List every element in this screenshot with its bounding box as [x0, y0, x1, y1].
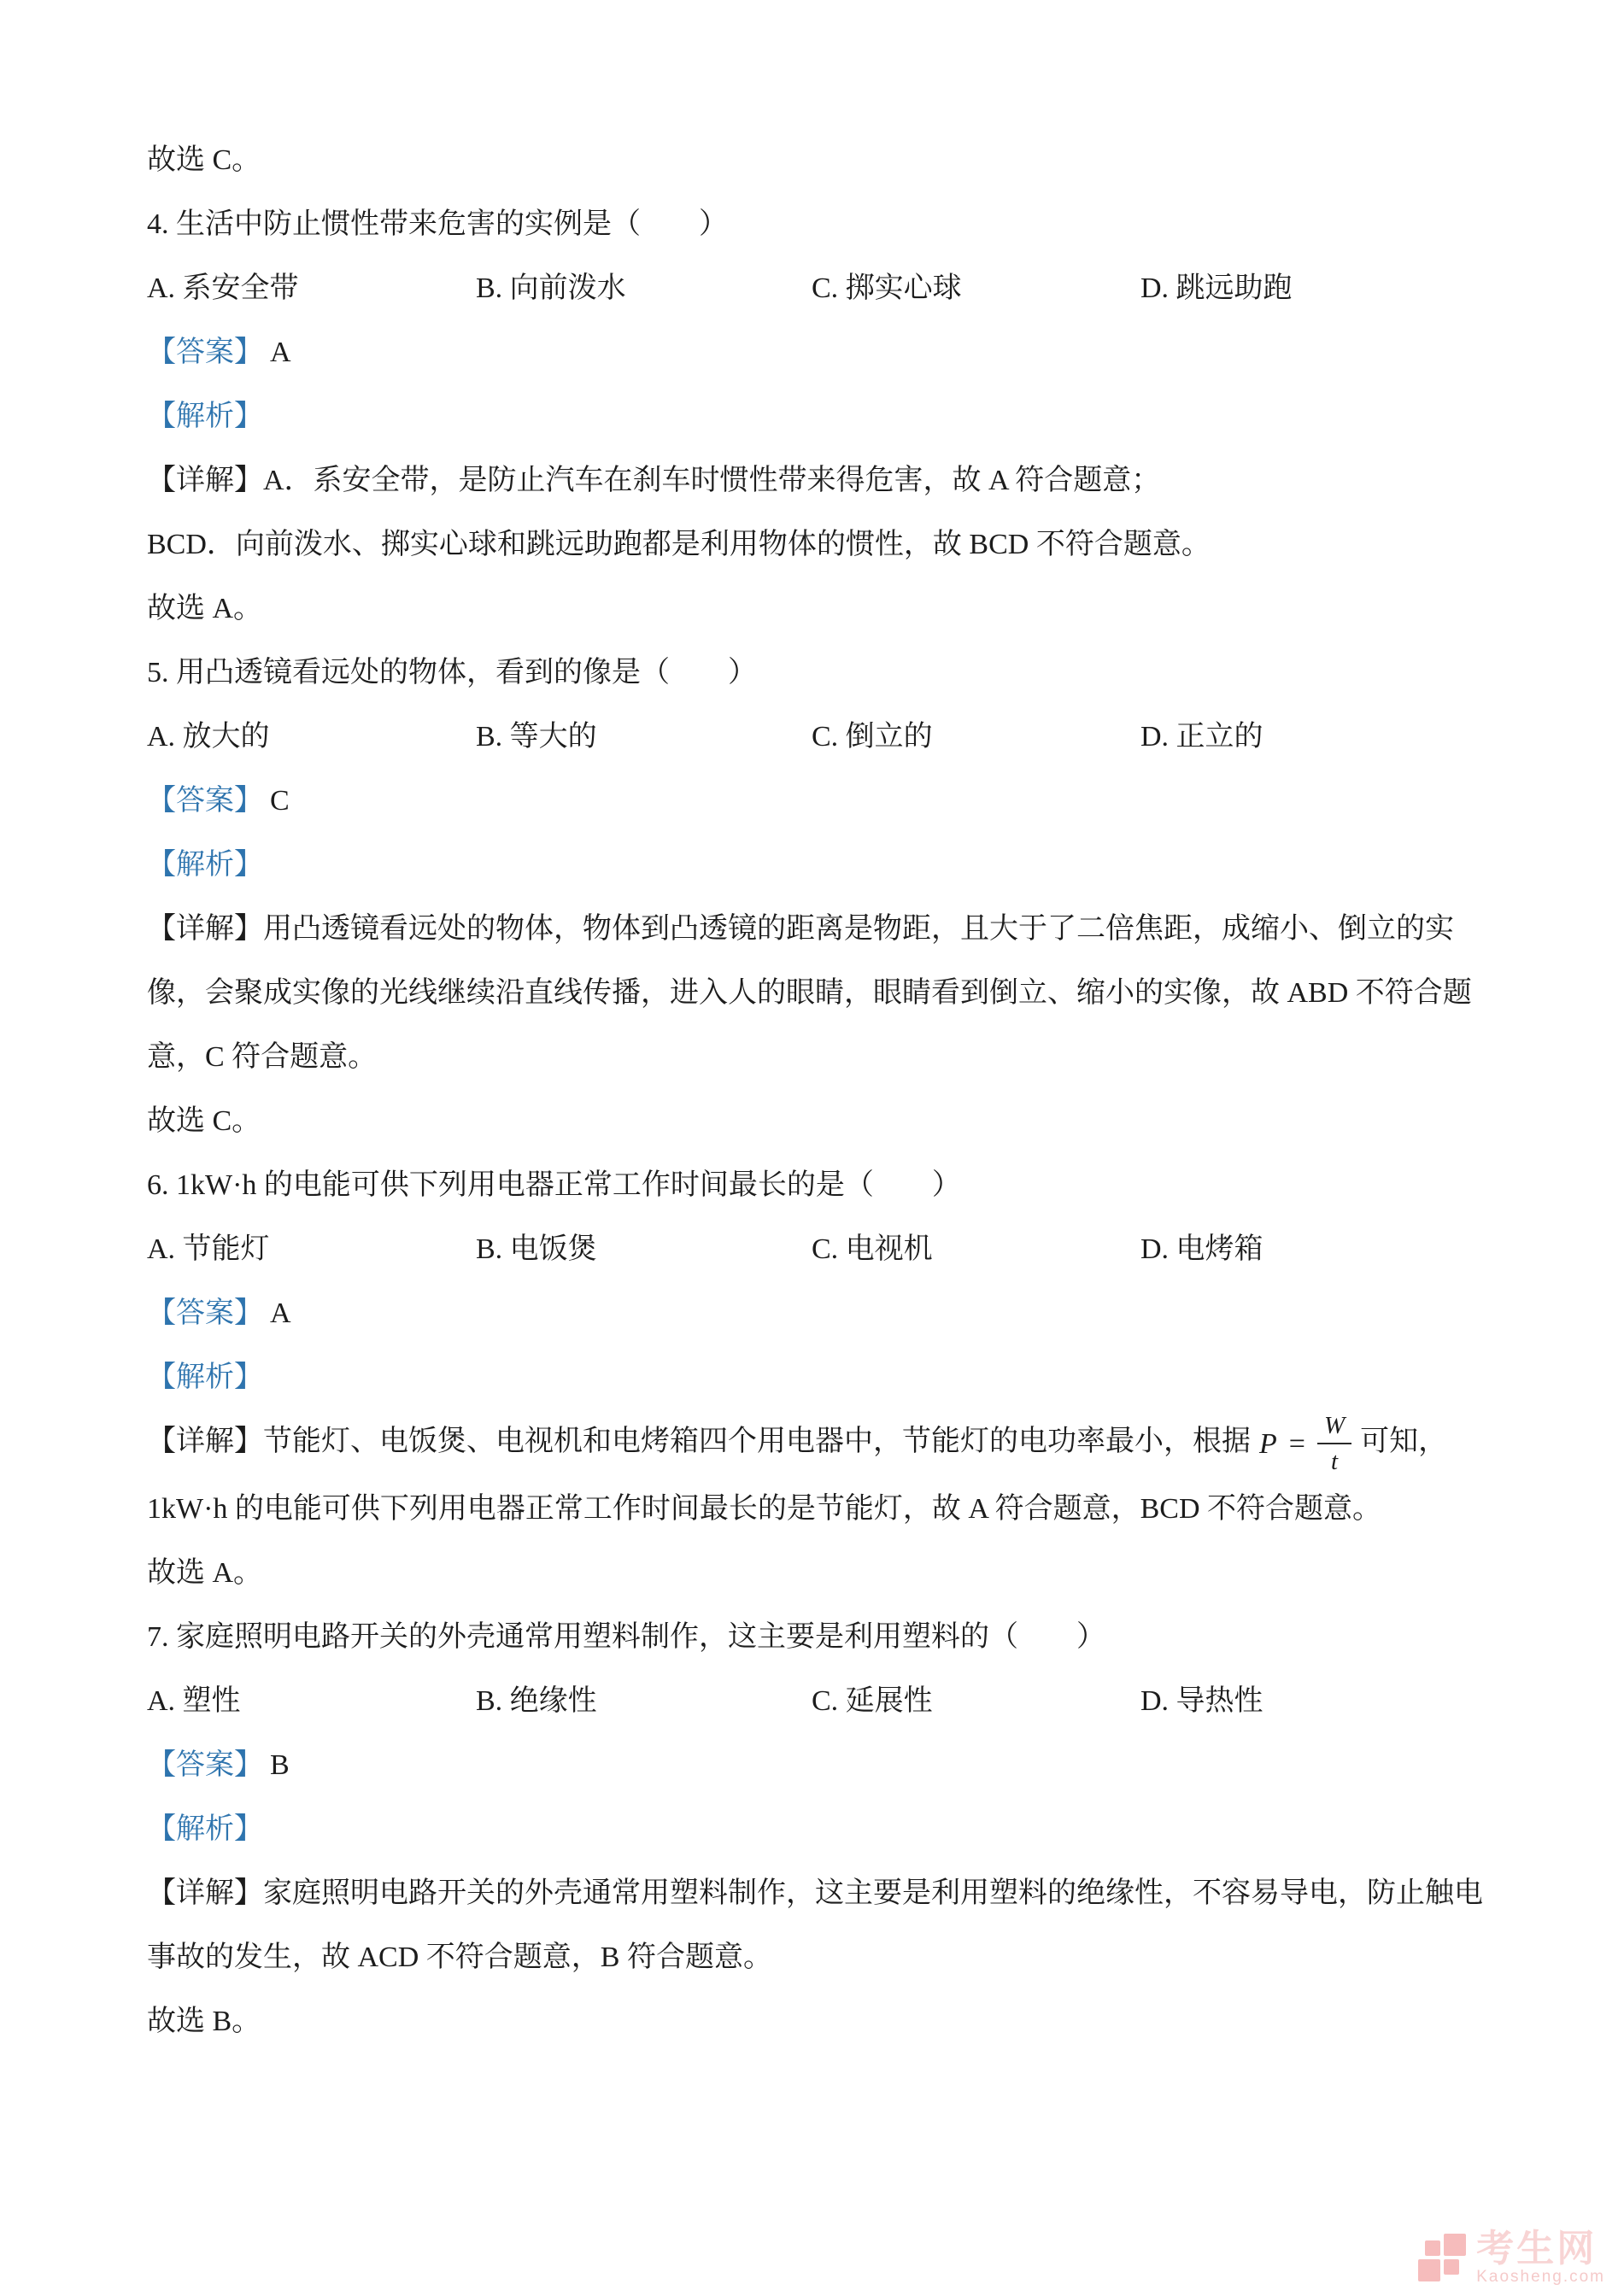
detail-line: 事故的发生，故 ACD 不符合题意，B 符合题意。: [147, 1942, 772, 1974]
answer-line: [147, 1733, 1480, 1797]
options-row: [147, 705, 1480, 769]
option-b: B. 绝缘性: [476, 1685, 597, 1718]
answer-line: [147, 320, 1480, 384]
option-d: D. 正立的: [1140, 721, 1263, 753]
answer-line: [147, 1281, 1480, 1345]
option-b: B. 电饭煲: [476, 1233, 597, 1265]
detail-line: 意，C 符合题意。: [147, 1041, 378, 1073]
question-stem: 5. 用凸透镜看远处的物体，看到的像是（ ）: [147, 657, 757, 688]
option-c: C. 电视机: [812, 1233, 933, 1265]
option-b: B. 等大的: [476, 721, 597, 753]
answer-line: [147, 769, 1480, 833]
answer-label: 【答案】: [147, 785, 263, 817]
formula-lhs: P: [1259, 1427, 1277, 1460]
equals-sign: =: [1288, 1427, 1305, 1460]
option-a: A. 节能灯: [147, 1233, 270, 1265]
option-a: A. 放大的: [147, 721, 270, 753]
site-watermark: [1418, 2229, 1605, 2286]
watermark-domain: Kaosheng.com: [1476, 2268, 1605, 2287]
power-formula: [1259, 1410, 1351, 1478]
question-stem: 4. 生活中防止惯性带来危害的实例是（ ）: [147, 208, 728, 240]
analysis-label: 【解析】: [147, 849, 263, 881]
question-block-6: [147, 1153, 1480, 1605]
exam-document: [147, 128, 1483, 2053]
conclusion-line: 故选 B。: [147, 2006, 261, 2038]
answer-value: C: [270, 785, 290, 817]
option-c: C. 倒立的: [812, 721, 933, 753]
answer-label: 【答案】: [147, 1297, 263, 1329]
question-stem: 6. 1kW·h 的电能可供下列用电器正常工作时间最长的是（ ）: [147, 1169, 961, 1201]
options-row: [147, 1217, 1480, 1281]
analysis-label: 【解析】: [147, 1362, 263, 1393]
analysis-label: 【解析】: [147, 401, 263, 432]
question-block-5: [147, 641, 1480, 1153]
option-b: B. 向前泼水: [476, 272, 626, 304]
conclusion-line: 故选 A。: [147, 593, 263, 624]
options-row: [147, 256, 1480, 320]
detail-line: 1kW·h 的电能可供下列用电器正常工作时间最长的是节能灯，故 A 符合题意，BCD 不符合题意。: [147, 1493, 1381, 1526]
analysis-line: [147, 1797, 1480, 1861]
fraction: [1317, 1410, 1351, 1478]
detail-line: BCD．向前泼水、掷实心球和跳远助跑都是利用物体的惯性，故 BCD 不符合题意。: [147, 529, 1211, 560]
detail-line: 【详解】A．系安全带，是防止汽车在刹车时惯性带来得危害，故 A 符合题意；: [147, 465, 1161, 496]
fraction-denominator: t: [1331, 1448, 1339, 1476]
options-row: [147, 1669, 1480, 1733]
conclusion-line: 故选 C。: [147, 1105, 261, 1137]
analysis-label: 【解析】: [147, 1813, 263, 1846]
watermark-brand: 考生网: [1476, 2227, 1598, 2270]
detail-text-after-formula: 可知，: [1360, 1426, 1448, 1457]
detail-line: 【详解】用凸透镜看远处的物体，物体到凸透镜的距离是物距，且大于了二倍焦距，成缩小、倒立的实: [147, 913, 1454, 945]
analysis-line: [147, 833, 1480, 897]
question-block-7: [147, 1605, 1483, 2053]
option-d: D. 跳远助跑: [1140, 272, 1293, 304]
option-c: C. 延展性: [812, 1685, 933, 1718]
detail-text-before-formula: 【详解】节能灯、电饭煲、电视机和电烤箱四个用电器中，节能灯的电功率最小，根据: [147, 1426, 1251, 1457]
answer-label: 【答案】: [147, 1749, 263, 1782]
question-stem: 7. 家庭照明电路开关的外壳通常用塑料制作，这主要是利用塑料的（ ）: [147, 1621, 1105, 1654]
answer-label: 【答案】: [147, 337, 263, 368]
kaosheng-logo-icon: [1418, 2234, 1466, 2281]
conclusion-line: 故选 A。: [147, 1557, 263, 1590]
option-d: D. 电烤箱: [1140, 1233, 1263, 1265]
watermark-text: [1476, 2229, 1605, 2286]
detail-line-with-formula: [147, 1409, 1480, 1477]
detail-line: 像，会聚成实像的光线继续沿直线传播，进入人的眼睛，眼睛看到倒立、缩小的实像，故 ABD 不符合题: [147, 977, 1472, 1009]
option-d: D. 导热性: [1140, 1685, 1263, 1718]
analysis-line: [147, 1345, 1480, 1409]
detail-line: 【详解】家庭照明电路开关的外壳通常用塑料制作，这主要是利用塑料的绝缘性，不容易导电，防止触电: [147, 1877, 1483, 1910]
answer-value: A: [270, 337, 291, 368]
prev-question-conclusion: 故选 C。: [147, 144, 261, 176]
answer-value: B: [270, 1749, 290, 1782]
answer-value: A: [270, 1297, 291, 1329]
analysis-line: [147, 384, 1480, 448]
option-c: C. 掷实心球: [812, 272, 962, 304]
fraction-numerator: W: [1317, 1410, 1351, 1444]
question-block-4: [147, 192, 1480, 641]
option-a: A. 系安全带: [147, 272, 299, 304]
option-a: A. 塑性: [147, 1685, 241, 1718]
